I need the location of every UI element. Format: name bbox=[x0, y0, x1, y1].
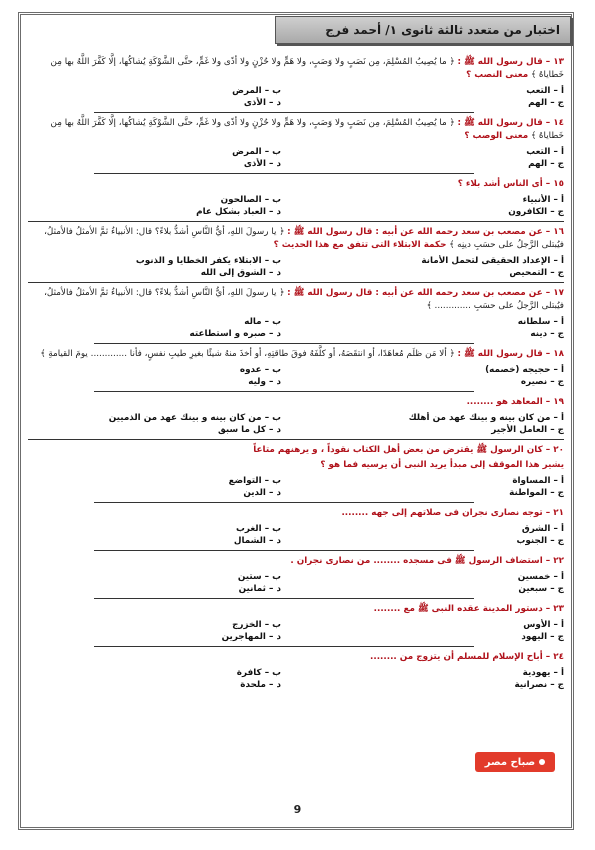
divider bbox=[94, 598, 474, 599]
option-a[interactable]: أ – خمسين bbox=[517, 572, 564, 582]
page-title: اختبار من متعدد ثالثة ثانوى ١/ أحمد فرج bbox=[325, 23, 560, 37]
option-a[interactable]: أ – المساواة bbox=[512, 476, 564, 486]
question-text: ﴿ يا رسولَ اللهِ، أيُّ النَّاسِ أشدُّ بلاءً؟ قال: الأنبياءُ ثمَّ الأمثلُ فالأمثلُ، فيُبتلى الرَّجلُ على حسَبِ دينِه ﴾ bbox=[44, 227, 564, 250]
option-c[interactable]: ج – التمحيص bbox=[509, 268, 564, 278]
watermark-logo bbox=[475, 752, 555, 772]
question-text: ﴿ ألا مَن ظلَم مُعاهَدًا، أو انتقَصَهُ، أو كلَّفَهُ فوقَ طاقتِهِ، أو أخذَ منهُ شيئًا بغيرِ طيبِ نفسٍ، فأنا ............. يومَ القيامةِ ﴾ bbox=[40, 349, 458, 359]
question-list bbox=[28, 56, 564, 693]
option-c[interactable]: ج – اليهود bbox=[521, 632, 564, 642]
option-a[interactable]: أ – حجيجه (خصمه) bbox=[485, 365, 564, 375]
divider bbox=[94, 550, 474, 551]
question-15 bbox=[28, 178, 564, 218]
option-a[interactable]: أ – الشرق bbox=[521, 524, 564, 534]
option-b[interactable]: ب – الابتلاء يكفر الخطايا و الذنوب bbox=[135, 256, 281, 266]
header-bar bbox=[275, 16, 571, 44]
option-b[interactable]: ب – ستين bbox=[237, 572, 281, 582]
divider bbox=[28, 439, 564, 440]
option-d[interactable]: د – الشوق إلى الله bbox=[200, 268, 281, 278]
option-c[interactable]: ج – الهم bbox=[528, 159, 564, 169]
question-text: ﴿ ما يُصِيبُ المُسْلِمَ، مِن نَصَبٍ ولا وَصَبٍ، ولا هَمٍّ ولا حُزْنٍ ولا أذًى ولا غَمٍّ، حتَّى الشَّوْكَةِ يُشاكُها، إلَّا كَفَّرَ اللَّهُ بها مِن خَطاياهُ ﴾ bbox=[50, 118, 564, 141]
option-a[interactable]: أ – يهودية bbox=[522, 668, 564, 678]
divider bbox=[94, 502, 474, 503]
option-c[interactable]: ج – العامل الأجير bbox=[491, 425, 564, 435]
question-number: ١٨ – قال رسول الله ﷺ : bbox=[457, 349, 564, 359]
option-a[interactable]: أ – الإعداد الحقيقى لتحمل الأمانة bbox=[421, 256, 564, 266]
option-d[interactable]: د – الدين bbox=[243, 488, 281, 498]
question-21 bbox=[28, 507, 564, 547]
question-number: ٢١ – توجه نصارى نجران فى صلاتهم إلى جهه ........ bbox=[341, 508, 564, 518]
divider bbox=[28, 282, 564, 283]
question-number: ١٣ – قال رسول الله ﷺ : bbox=[457, 57, 564, 67]
option-d[interactable]: د – صبره و استطاعته bbox=[189, 329, 281, 339]
question-number: ١٤ – قال رسول الله ﷺ : bbox=[457, 118, 564, 128]
question-23 bbox=[28, 603, 564, 643]
question-number: ١٦ – عن مصعب بن سعد رحمه الله عن أبيه : قال رسول الله ﷺ : bbox=[287, 227, 564, 237]
question-14 bbox=[28, 117, 564, 170]
option-d[interactable]: د – ثمانين bbox=[238, 584, 281, 594]
option-b[interactable]: ب – ماله bbox=[244, 317, 281, 327]
question-22 bbox=[28, 555, 564, 595]
question-20 bbox=[28, 444, 564, 499]
option-a[interactable]: أ – الأنبياء bbox=[522, 195, 564, 205]
option-a[interactable]: أ – التعب bbox=[526, 86, 564, 96]
question-number: ٢٤ – أباح الإسلام للمسلم أن يتزوج من ........ bbox=[370, 652, 564, 662]
question-17 bbox=[28, 287, 564, 340]
option-b[interactable]: ب – المرض bbox=[232, 86, 281, 96]
option-a[interactable]: أ – الأوس bbox=[523, 620, 564, 630]
option-d[interactable]: د – ملحدة bbox=[240, 680, 281, 690]
question-number: ٢٣ – دستور المدينة عقده النبى ﷺ مع ........ bbox=[373, 604, 564, 614]
option-c[interactable]: ج – الهم bbox=[528, 98, 564, 108]
question-text: ﴿ يا رسولَ اللهِ، أيُّ النَّاسِ أشدُّ بلاءً؟ قال: الأنبياءُ ثمَّ الأمثلُ فالأمثلُ، فيُبتلى الرَّجلُ على حسَبِ ............. ﴾ bbox=[44, 288, 564, 311]
divider bbox=[94, 391, 474, 392]
option-b[interactable]: ب – المرض bbox=[232, 147, 281, 157]
question-number: ١٥ – أى الناس أشد بلاء ؟ bbox=[457, 179, 564, 189]
divider bbox=[94, 173, 474, 174]
question-18 bbox=[28, 348, 564, 388]
option-c[interactable]: ج – دينه bbox=[530, 329, 564, 339]
option-d[interactable]: د – كل ما سبق bbox=[217, 425, 281, 435]
option-c[interactable]: ج – نصرانية bbox=[514, 680, 564, 690]
option-c[interactable]: ج – المواطنة bbox=[509, 488, 564, 498]
question-prompt: حكمة الابتلاء التى تتفق مع هذا الحديث ؟ bbox=[273, 240, 447, 250]
option-d[interactable]: د – المهاجرين bbox=[221, 632, 281, 642]
option-b[interactable]: ب – الغرب bbox=[236, 524, 281, 534]
option-b[interactable]: ب – الخزرج bbox=[232, 620, 281, 630]
question-19 bbox=[28, 396, 564, 436]
option-b[interactable]: ب – الصالحون bbox=[220, 195, 281, 205]
question-text: ﴿ ما يُصِيبُ المُسْلِمَ، مِن نَصَبٍ ولا وَصَبٍ، ولا هَمٍّ ولا حُزْنٍ ولا أذًى ولا غَمٍّ، حتَّى الشَّوْكَةِ يُشاكُها، إلَّا كَفَّرَ اللَّهُ بها مِن خَطاياهُ ﴾ bbox=[50, 57, 564, 80]
page-number: 9 bbox=[293, 803, 302, 816]
question-number: ١٧ – عن مصعب بن سعد رحمه الله عن أبيه : قال رسول الله ﷺ : bbox=[287, 288, 564, 298]
option-b[interactable]: ب – عدوه bbox=[239, 365, 281, 375]
question-prompt: معنى النصب ؟ bbox=[466, 70, 529, 80]
option-a[interactable]: أ – من كان بينه و بينك عهد من أهلك bbox=[408, 413, 564, 423]
divider bbox=[94, 646, 474, 647]
option-c[interactable]: ج – نصيره bbox=[520, 377, 564, 387]
option-d[interactable]: د – الأذى bbox=[243, 159, 281, 169]
divider bbox=[94, 343, 474, 344]
option-d[interactable]: د – وليه bbox=[248, 377, 281, 387]
question-number: ١٩ – المعاهد هو ........ bbox=[466, 397, 564, 407]
question-13 bbox=[28, 56, 564, 109]
option-a[interactable]: أ – سلطانه bbox=[517, 317, 564, 327]
option-d[interactable]: د – العباد بشكل عام bbox=[196, 207, 281, 217]
option-d[interactable]: د – الشمال bbox=[233, 536, 281, 546]
option-a[interactable]: أ – التعب bbox=[526, 147, 564, 157]
divider bbox=[28, 221, 564, 222]
option-b[interactable]: ب – من كان بينه و بينك عهد من الذميين bbox=[108, 413, 281, 423]
question-number: ٢٠ – كان الرسول ﷺ يقترض من بعض أهل الكتاب نقوداً ، و يرهنهم متاعاً bbox=[253, 445, 564, 455]
question-prompt: معنى الوصب ؟ bbox=[464, 131, 529, 141]
dot-icon bbox=[539, 759, 545, 765]
option-c[interactable]: ج – الكافرون bbox=[508, 207, 564, 217]
question-24 bbox=[28, 651, 564, 691]
question-prompt: يشير هذا الموقف إلى مبدأ يريد النبى أن يرسيه فما هو ؟ bbox=[320, 460, 564, 470]
option-c[interactable]: ج – الجنوب bbox=[516, 536, 564, 546]
option-c[interactable]: ج – سبعين bbox=[518, 584, 564, 594]
option-b[interactable]: ب – كافرة bbox=[236, 668, 281, 678]
option-d[interactable]: د – الأذى bbox=[243, 98, 281, 108]
question-number: ٢٢ – استضاف الرسول ﷺ فى مسجده ........ من نصارى نجران . bbox=[290, 556, 564, 566]
option-b[interactable]: ب – التواضع bbox=[228, 476, 281, 486]
watermark-text: صباح مصر bbox=[484, 756, 536, 768]
question-16 bbox=[28, 226, 564, 279]
divider bbox=[94, 112, 474, 113]
